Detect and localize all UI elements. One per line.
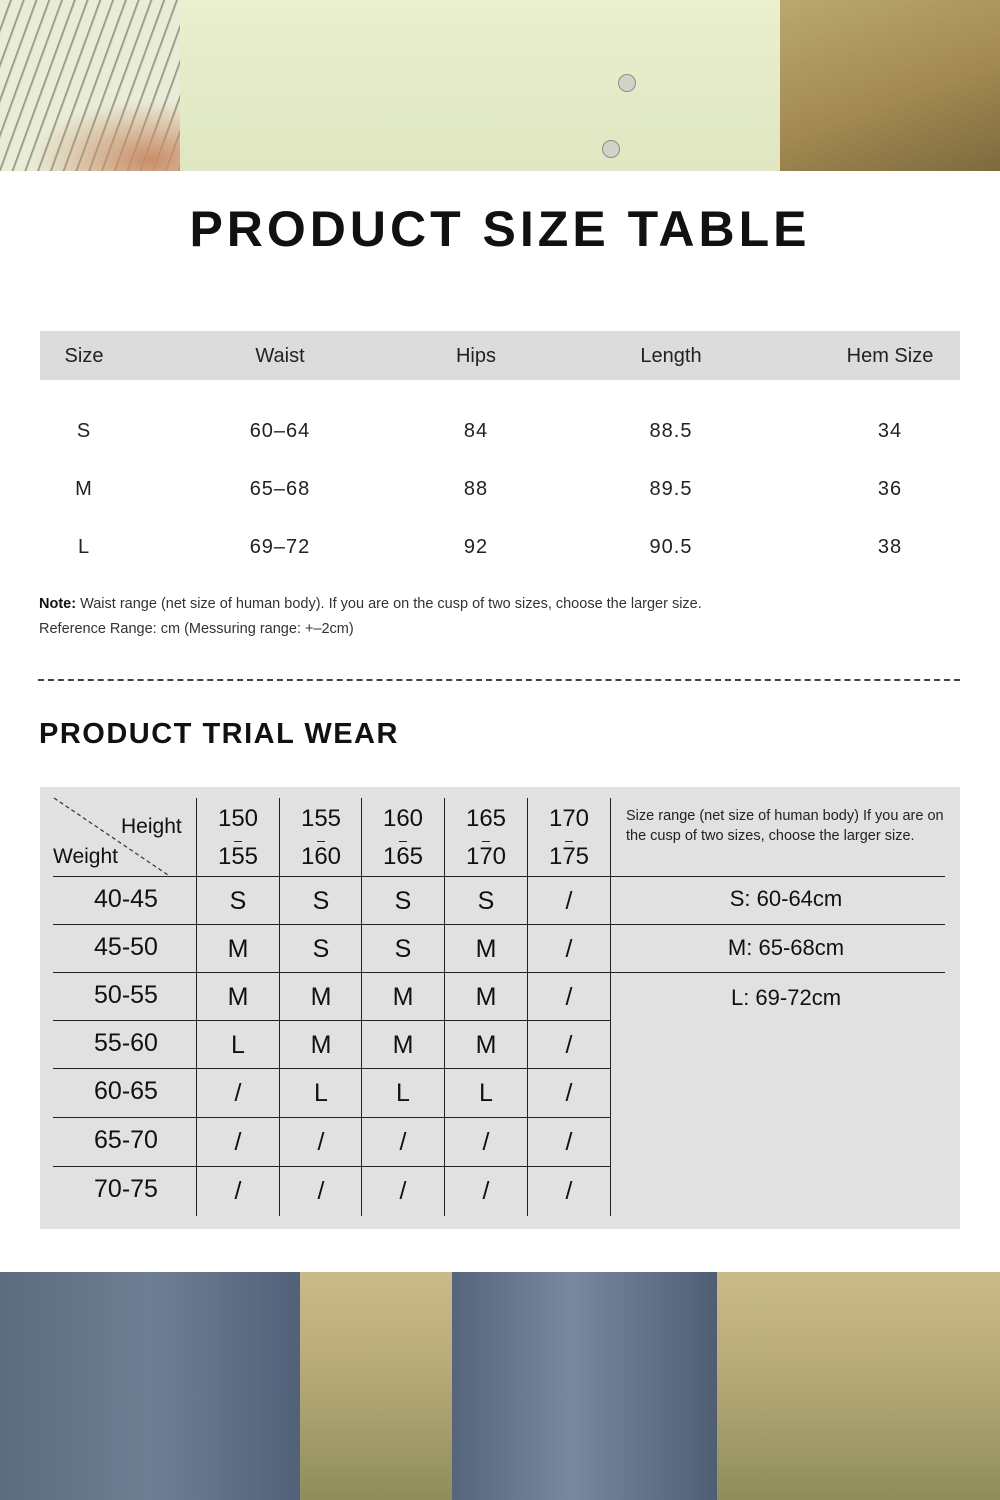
grid-line-vertical bbox=[444, 798, 445, 1216]
height-range-top: 170 bbox=[548, 805, 590, 832]
weight-range-cell: 70-75 bbox=[94, 1175, 158, 1203]
recommended-size-cell: M bbox=[310, 983, 332, 1011]
trial-wear-title: PRODUCT TRIAL WEAR bbox=[39, 718, 399, 750]
height-range-bottom: 165 bbox=[382, 843, 424, 870]
grid-line-vertical bbox=[361, 798, 362, 1216]
recommended-size-cell: / bbox=[565, 1128, 573, 1156]
corner-weight-label: Weight bbox=[53, 845, 118, 868]
recommended-size-cell: M bbox=[392, 1031, 414, 1059]
recommended-size-cell: / bbox=[565, 1177, 573, 1205]
size-range-item: S: 60-64cm bbox=[729, 886, 843, 911]
height-range-top: 165 bbox=[465, 805, 507, 832]
recommended-size-cell: M bbox=[310, 1031, 332, 1059]
size-table-header-cell: Hips bbox=[455, 345, 497, 367]
weight-range-cell: 60-65 bbox=[94, 1077, 158, 1105]
size-range-note: Size range (net size of human body) If you are on the cusp of two sizes, choose the larger size. bbox=[626, 808, 944, 844]
recommended-size-cell: / bbox=[399, 1128, 407, 1156]
height-range-top: 160 bbox=[382, 805, 424, 832]
recommended-size-cell: / bbox=[565, 1079, 573, 1107]
recommended-size-cell: M bbox=[475, 935, 497, 963]
recommended-size-cell: / bbox=[317, 1177, 325, 1205]
recommended-size-cell: M bbox=[475, 1031, 497, 1059]
height-range-bottom: 155 bbox=[217, 843, 259, 870]
size-table-cell: 88.5 bbox=[649, 420, 693, 442]
grid-line-horizontal bbox=[53, 972, 945, 973]
page-title: PRODUCT SIZE TABLE bbox=[189, 201, 811, 257]
recommended-size-cell: / bbox=[565, 935, 573, 963]
height-range-top: 150 bbox=[217, 805, 259, 832]
height-range-dash bbox=[482, 841, 490, 842]
recommended-size-cell: / bbox=[399, 1177, 407, 1205]
recommended-size-cell: / bbox=[234, 1177, 242, 1205]
recommended-size-cell: S bbox=[229, 887, 247, 915]
size-range-item: L: 69-72cm bbox=[730, 985, 842, 1010]
size-table-header-cell: Length bbox=[640, 345, 702, 367]
recommended-size-cell: / bbox=[482, 1128, 490, 1156]
recommended-size-cell: S bbox=[312, 935, 330, 963]
size-table-cell: 92 bbox=[463, 536, 489, 558]
note-text: Waist range (net size of human body). If you are on the cusp of two sizes, choose the larger size. bbox=[76, 596, 702, 612]
recommended-size-cell: M bbox=[475, 983, 497, 1011]
size-range-item: M: 65-68cm bbox=[727, 935, 845, 960]
grid-line-vertical bbox=[279, 798, 280, 1216]
corner-height-label: Height bbox=[121, 815, 182, 838]
grid-line-horizontal bbox=[53, 1020, 610, 1021]
recommended-size-cell: / bbox=[565, 887, 573, 915]
height-range-dash bbox=[234, 841, 242, 842]
height-range-bottom: 160 bbox=[300, 843, 342, 870]
recommended-size-cell: L bbox=[479, 1079, 493, 1107]
grid-line-horizontal bbox=[53, 876, 945, 877]
height-range-bottom: 170 bbox=[465, 843, 507, 870]
note-label: Note: bbox=[39, 596, 77, 612]
weight-range-cell: 40-45 bbox=[94, 885, 158, 913]
grid-line-horizontal bbox=[53, 1117, 610, 1118]
size-table-cell: 38 bbox=[877, 536, 903, 558]
height-range-dash bbox=[565, 841, 573, 842]
size-table-cell: S bbox=[76, 420, 92, 442]
recommended-size-cell: L bbox=[396, 1079, 410, 1107]
recommended-size-cell: / bbox=[234, 1079, 242, 1107]
recommended-size-cell: L bbox=[231, 1031, 245, 1059]
recommended-size-cell: / bbox=[482, 1177, 490, 1205]
grid-line-vertical bbox=[196, 798, 197, 1216]
grid-line-horizontal bbox=[53, 924, 945, 925]
recommended-size-cell: / bbox=[565, 983, 573, 1011]
size-table-header-cell: Waist bbox=[255, 345, 305, 367]
size-table-cell: 34 bbox=[877, 420, 903, 442]
recommended-size-cell: M bbox=[392, 983, 414, 1011]
grid-line-horizontal bbox=[53, 1068, 610, 1069]
recommended-size-cell: S bbox=[394, 887, 412, 915]
reference-range-note: Reference Range: cm (Messuring range: +–2cm) bbox=[39, 621, 354, 637]
jeans-right-leg bbox=[452, 1272, 717, 1500]
size-table-header-cell: Size bbox=[64, 345, 104, 367]
size-table-cell: 36 bbox=[877, 478, 903, 500]
grid-line-horizontal bbox=[53, 1166, 610, 1167]
bottom-product-photo bbox=[0, 1272, 1000, 1500]
size-table-cell: L bbox=[77, 536, 91, 558]
recommended-size-cell: M bbox=[227, 935, 249, 963]
weight-range-cell: 55-60 bbox=[94, 1029, 158, 1057]
size-table-cell: 69–72 bbox=[249, 536, 311, 558]
size-table-cell: 60–64 bbox=[249, 420, 311, 442]
jeans-left-leg bbox=[0, 1272, 300, 1500]
height-range-dash bbox=[399, 841, 407, 842]
recommended-size-cell: S bbox=[477, 887, 495, 915]
height-range-top: 155 bbox=[300, 805, 342, 832]
weight-range-cell: 45-50 bbox=[94, 933, 158, 961]
size-table-cell: 90.5 bbox=[649, 536, 693, 558]
weight-range-cell: 50-55 bbox=[94, 981, 158, 1009]
size-table-cell: 65–68 bbox=[249, 478, 311, 500]
recommended-size-cell: / bbox=[565, 1031, 573, 1059]
height-range-dash bbox=[317, 841, 325, 842]
recommended-size-cell: S bbox=[312, 887, 330, 915]
recommended-size-cell: S bbox=[394, 935, 412, 963]
grid-line-vertical bbox=[527, 798, 528, 1216]
size-table-cell: 89.5 bbox=[649, 478, 693, 500]
size-table-cell: 84 bbox=[463, 420, 489, 442]
recommended-size-cell: L bbox=[314, 1079, 328, 1107]
size-table-cell: 88 bbox=[463, 478, 489, 500]
grid-line-vertical bbox=[610, 798, 611, 1216]
weight-range-cell: 65-70 bbox=[94, 1126, 158, 1154]
recommended-size-cell: / bbox=[317, 1128, 325, 1156]
height-range-bottom: 175 bbox=[548, 843, 590, 870]
size-table-cell: M bbox=[75, 478, 93, 500]
recommended-size-cell: M bbox=[227, 983, 249, 1011]
size-table-header-cell: Hem Size bbox=[846, 345, 934, 367]
recommended-size-cell: / bbox=[234, 1128, 242, 1156]
